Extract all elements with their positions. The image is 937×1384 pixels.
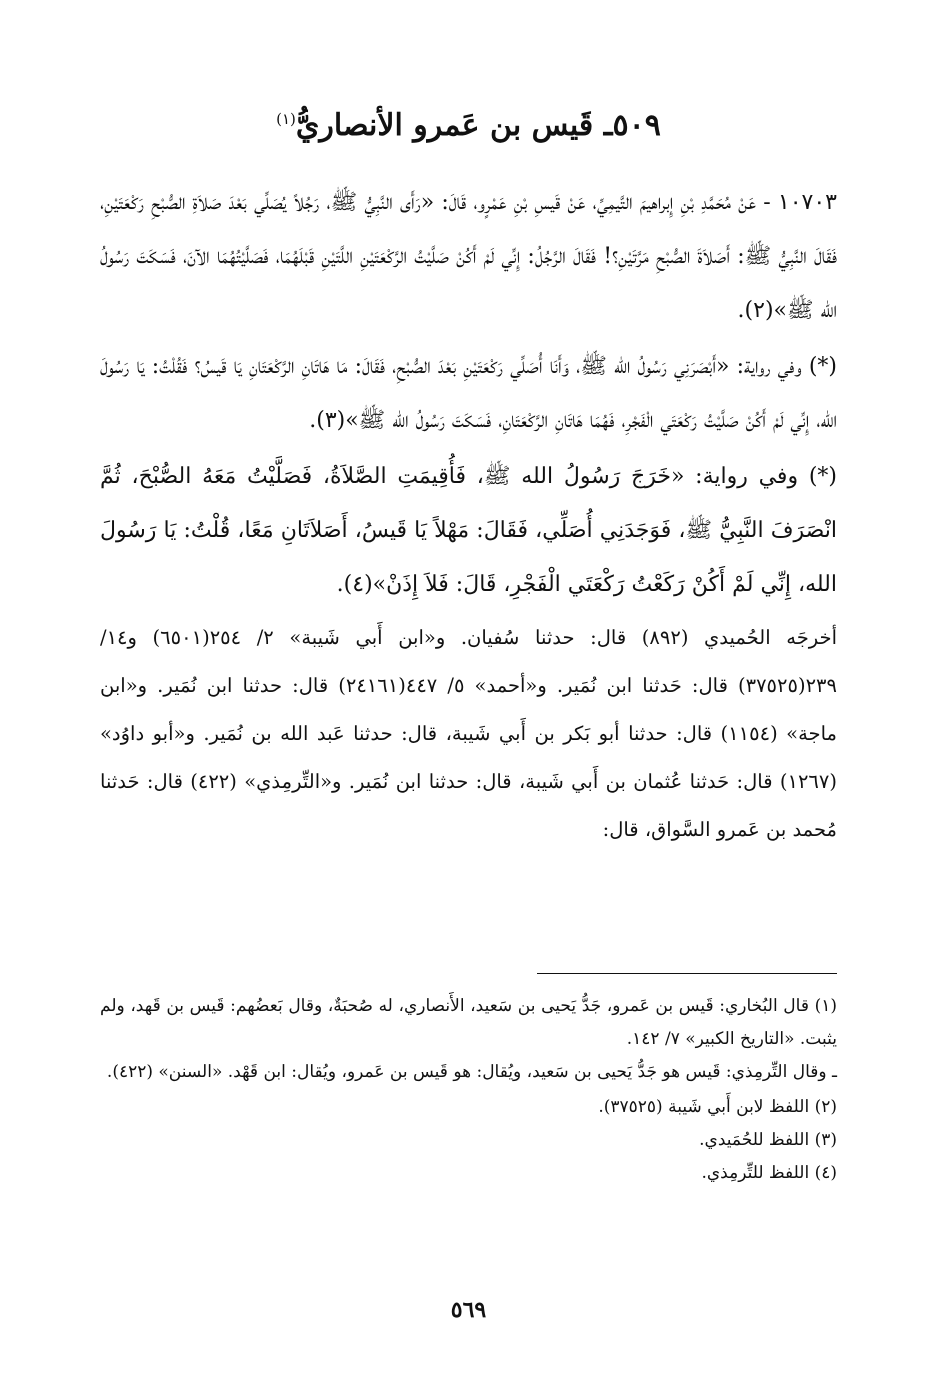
hadith-sources: أخرجَه الحُميدي (٨٩٢) قال: حدثنا سُفيان. و«ابن أَبي شَيبة» ٢/ ٢٥٤(٦٥٠١) و١٤/ ٢٣٩(٣٧٥٢٥) قال: حَدثنا ابن نُمَير. و«أحمد» ٥/ ٤٤٧(٢٤١٦١) قال: حدثنا ابن نُمَير. و«ابن ماجة» (١١٥٤) قال: حدثنا أبو بَكر بن أَبي شَيبة، قال: حدثنا عَبد الله بن نُمَير. و«أبو داوُد» (١٢٦٧) قال: حَدثنا عُثمان بن أَبي شَيبة، قال: حدثنا ابن نُمَير. و«التِّرمِذي» (٤٢٢) قال: حَدثنا مُحمد بن عَمرو السَّواق، قال:	[100, 626, 837, 841]
hadith-variant-2: (*) وفي رواية: «خَرَجَ رَسُولُ الله ﷺ، فَأُقِيمَتِ الصَّلاَةُ، فَصَلَّيْتُ مَعَهُ الصُّبْحَ، ثُمَّ انْصَرَفَ النَّبِيُّ ﷺ، فَوَجَدَنِي أُصَلِّي، فَقَالَ: مَهْلاً يَا قَيسُ، أَصَلاَتَانِ مَعًا، قُلْتُ: يَا رَسُولَ الله، إِنِّي لَمْ أَكُنْ رَكَعْتُ رَكْعَتَي الْفَجْرِ، قَالَ: فَلاَ إِذَنْ»(٤).	[100, 464, 837, 597]
chapter-title	[100, 100, 837, 152]
hadith-body	[100, 176, 837, 856]
hadith-variant-1: (*) وفي رواية: «أَبْصَرَنِي رَسُولُ الله ﷺ، وَأَنَا أُصَلِّي رَكْعَتَيْنِ بَعْدَ الصُّبْحِ، فَقَالَ: مَا هَاتَانِ الرَّكْعَتَانِ يَا قَيسُ؟ فَقُلْتُ: يَا رَسُولَ الله، إِنِّي لَمْ أَكُنْ صَلَّيْتُ رَكْعَتَي الْفَجْرِ، فَهُمَا هَاتَانِ الرَّكْعَتَانِ، فَسَكَتَ رَسُولُ الله ﷺ»(٣).	[100, 354, 837, 433]
footnotes	[100, 990, 837, 1190]
footnote-3: (٣) اللفظ للحُمَيدي.	[699, 1130, 837, 1150]
footnote-1-continuation: ـ وقال التِّرمِذي: قَيس هو جَدُّ يَحيى بن سَعيد، ويُقال: هو قَيس بن عَمرو، ويُقال: ابن قَهْد. «السنن» (٤٢٢).	[106, 1062, 837, 1082]
footnote-4: (٤) اللفظ للتِّرمِذي.	[701, 1163, 837, 1183]
hadith-main-text: ١٠٧٠٣ - عَنْ مُحَمَّدِ بْنِ إِبراهيمَ التَّيمِيِّ، عَنْ قَيسِ بْنِ عَمْرٍو، قَالَ: «رَأَى النَّبِيُّ ﷺ، رَجُلاً يُصَلِّي بَعْدَ صَلاَةِ الصُّبْحِ رَكْعَتَيْنِ، فَقَالَ النَّبِيُّ ﷺ: أَصَلاَةَ الصُّبْحِ مَرَّتَيْنِ؟! فَقَالَ الرَّجُلُ: إِنِّي لَمْ أَكُنْ صَلَّيْتُ الرَّكْعَتَيْنِ اللَّتَيْنِ قَبْلَهُمَا، فَصَلَّيْتُهُمَا الآنَ، فَسَكَتَ رَسُولُ الله ﷺ»(٢).	[100, 190, 837, 323]
footnote-reference: (١)	[276, 110, 296, 128]
footnote-1: (١) قال البُخاري: قَيس بن عَمرو، جَدُّ يَحيى بن سَعيد، الأَنصاري، له صُحبَةٌ، وقال بَعضُهم: قَيس بن قَهد، ولم يثبت. «التاريخ الكبير» ٧/ ١٤٢.	[100, 996, 837, 1049]
page-number: ٥٦٩	[450, 1297, 487, 1323]
footnote-separator	[537, 973, 837, 974]
book-page	[100, 0, 837, 1384]
chapter-title-text: ٥٠٩ـ قَيس بن عَمرو الأنصاريُّ	[295, 108, 661, 143]
footnote-2: (٢) اللفظ لابن أَبي شَيبة (٣٧٥٢٥).	[598, 1097, 837, 1117]
